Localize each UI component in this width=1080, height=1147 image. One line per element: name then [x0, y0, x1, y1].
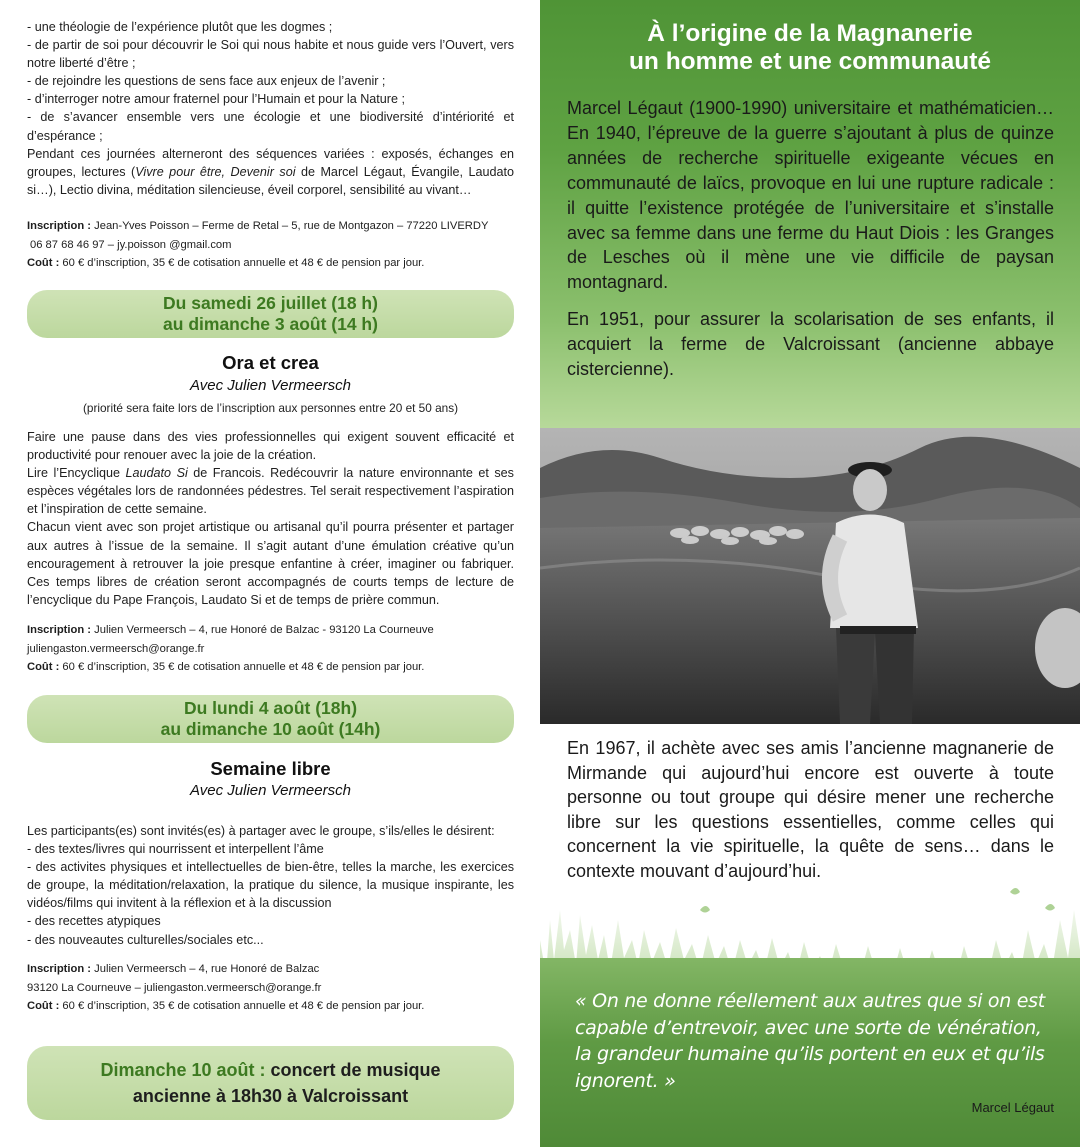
list-item: - des recettes atypiques	[27, 914, 161, 929]
legaut-quote: « On ne donne réellement aux autres que si on est capable d’entrevoir, avec une sorte de vénération, la grandeur humaine qu’ils portent en eux et qu’ils ignorent. »	[575, 990, 1045, 1092]
concert-banner: Dimanche 10 août : concert de musique ancienne à 18h30 à Valcroissant	[27, 1046, 514, 1120]
page-title: À l’origine de la Magnanerie un homme et une communauté	[628, 20, 992, 75]
event1-title: Ora et crea	[222, 352, 319, 373]
quote-author: Marcel Légaut	[971, 1100, 1054, 1115]
magnanerie-text: En 1967, il achète avec ses amis l’ancienne magnanerie de Mirmande qui aujourd’hui encore est ouverte à toute personne ou tout groupe qui désire mener une recherche libre sur les questions essentielles, comme celles qui concernent la vie spirituelle, la quête de sens… dans le contexte mouvant d’aujourd’hui.	[567, 738, 1054, 881]
event1-date-banner: Du samedi 26 juillet (18 h) au dimanche 3 août (14 h)	[27, 290, 514, 338]
intro-line: - de rejoindre les questions de sens face aux enjeux de l’avenir ;	[27, 74, 386, 89]
event1-host: Avec Julien Vermeersch	[190, 377, 351, 394]
intro-section	[27, 18, 514, 199]
event2-host: Avec Julien Vermeersch	[190, 782, 351, 799]
intro-line: - de s’avancer ensemble vers une écologie et une biodiversité d’intériorité et d’espérance ;	[27, 110, 514, 143]
cost-label: Coût :	[27, 257, 60, 269]
registration-1: Inscription : Jean-Yves Poisson – Ferme de Retal – 5, rue de Montgazon – 77220 LIVERDY 06 87 68 46 97 – jy.poisson @gmail.com Coût : 60 € d’inscription, 35 € de cotisation annuelle et 48 € de pension par jour.	[27, 217, 514, 273]
event2-date-banner: Du lundi 4 août (18h) au dimanche 10 août (14h)	[27, 695, 514, 743]
event2-title: Semaine libre	[210, 758, 331, 779]
inscription-label: Inscription :	[27, 220, 92, 232]
intro-line: - une théologie de l’expérience plutôt que les dogmes ;	[27, 20, 333, 34]
photo-illustration	[540, 428, 1080, 724]
event1-registration: Inscription : Julien Vermeersch – 4, rue Honoré de Balzac - 93120 La Courneuve juliengaston.vermeersch@orange.fr Coût : 60 € d’inscription, 35 € de cotisation annuelle et 48 € de pension par jour.	[27, 624, 434, 673]
inscription-contact: 06 87 68 46 97 – jy.poisson @gmail.com	[30, 238, 232, 251]
right-column	[540, 0, 1080, 1147]
list-item: - des activites physiques et intellectuelles de bien-être, telles la marche, les exercices de groupe, la méditation/relaxation, la pratique du silence, la musique inspirante, les vidéos/films qui invitent à la réflexion et à la discussion	[27, 860, 514, 911]
intro-line: - de partir de soi pour découvrir le Soi qui nous habite et nous guide vers l’Ouvert, vers notre liberté d’être ;	[27, 38, 514, 71]
list-item: - des textes/livres qui nourrissent et interpellent l’âme	[27, 842, 324, 857]
event2-description: Les participants(es) sont invités(es) à partager avec le groupe, s’ils/elles le désirent: - des textes/livres qui nourrissent et interpellent l’âme - des activites physiques et intellectuelles de bien-être, telles la marche, les exercices de groupe, la méditation/relaxation, la pratique du silence, la musique inspirante, les vidéos/films qui invitent à la réflexion et à la discussion - des recettes atypiques - des nouveautes culturelles/sociales etc...	[27, 822, 514, 949]
biography-intro: Marcel Légaut (1900-1990) universitaire et mathématicien… En 1940, l’épreuve de la guerre s’ajoutant à plus de quinze années de recherche spirituelle exigeante vécues en communauté de laïcs, provoque en lui une rupture radicale : il quitte l’existence protégée de l’universitaire et s’installe avec sa femme dans une ferme du Haut Diois : les Granges de Lesches où il mène une vie difficile de paysan montagnard. En 1951, pour assurer la scolarisation de ses enfants, il acquiert la ferme de Valcroissant (ancienne abbaye cistercienne).	[567, 98, 1054, 380]
event1-description: Faire une pause dans des vies professionnelles qui exigent souvent efficacité et productivité pour renouer avec la joie de la création. Lire l’Encyclique Laudato Si de Francois. Redécouvrir la nature environnante et ses espèces végétales lors de randonnées pédestres. Tel serait respectivement l’aspiration et l’inspiration de cette semaine. Chacun vient avec son projet artistique ou artisanal qu’il pourra présenter et partager aux autres à l’issue de la semaine. Il s’agit autant d’une émulation créative qu’un encouragement à retrouver la joie presque enfantine à créer, imaginer ou fabriquer. Ces temps libres de création seront accompagnés de courts temps de lecture de l’encyclique du Pape François, Laudato Si et de temps de prière commun.	[27, 430, 514, 607]
event1-note: (priorité sera faite lors de l’inscription aux personnes entre 20 et 50 ans)	[82, 401, 459, 415]
marcel-legaut-photo	[540, 428, 1080, 724]
event2-registration: Inscription : Julien Vermeersch – 4, rue Honoré de Balzac 93120 La Courneuve – juliengaston.vermeersch@orange.fr Coût : 60 € d’inscription, 35 € de cotisation annuelle et 48 € de pension par jour.	[27, 963, 425, 1012]
intro-paragraph: Pendant ces journées alterneront des séquences variées : exposés, échanges en groupes, lectures (Vivre pour être, Devenir soi de Marcel Légaut, Évangile, Laudato si…), Lectio divina, méditation silencieuse, éveil corporel, sensibilité au vivant…	[27, 146, 514, 197]
intro-line: - d’interroger notre amour fraternel pour l’Humain et pour la Nature ;	[27, 92, 405, 107]
list-item: - des nouveautes culturelles/sociales etc...	[27, 932, 264, 947]
